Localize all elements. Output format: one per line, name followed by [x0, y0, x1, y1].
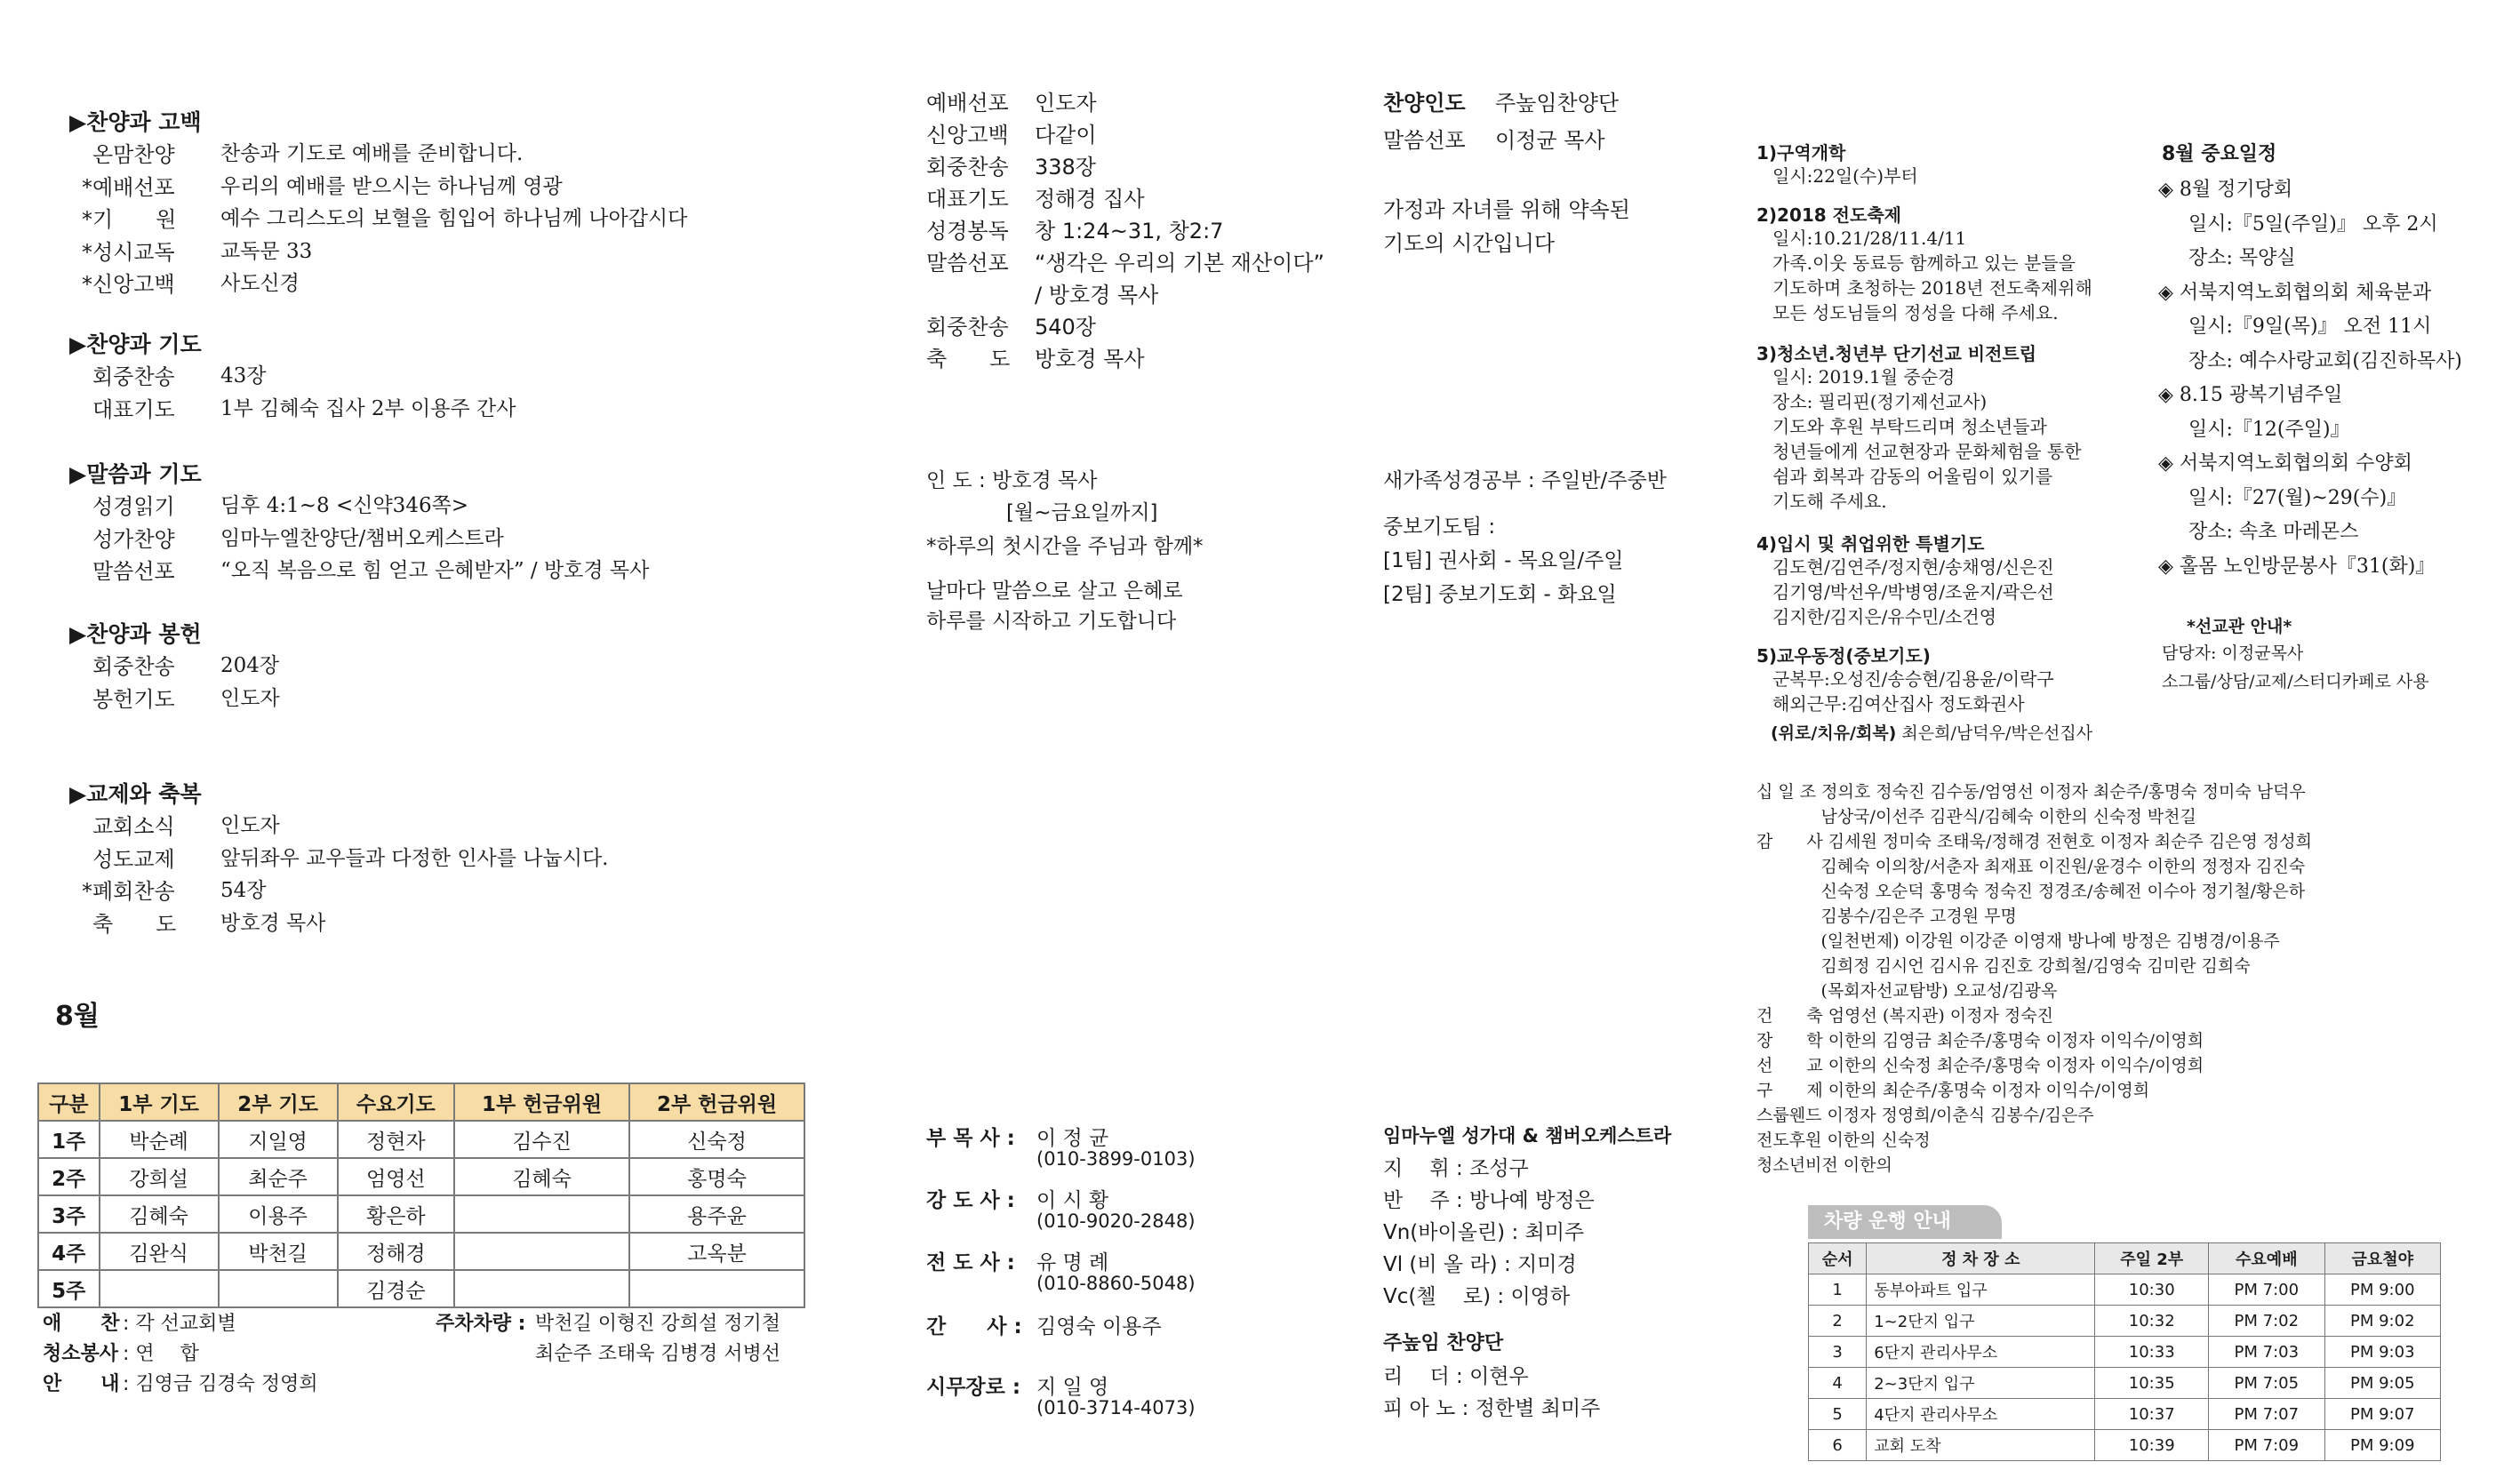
car-cell: 10:35	[2095, 1368, 2209, 1399]
parking-line-1: 박천길 이형진 강희설 정기철	[535, 1313, 781, 1335]
order-value: 인도자	[220, 686, 280, 710]
dawn-days: [월~금요일까지]	[1006, 501, 1158, 524]
staff-phone: (010-8860-5048)	[1036, 1273, 1196, 1294]
car-header: 주일 2부	[2095, 1243, 2209, 1274]
table-cell: 김완식	[100, 1233, 219, 1270]
table-cell	[454, 1195, 629, 1233]
car-cell: 10:39	[2095, 1430, 2209, 1461]
staff-name: 이 시 황	[1036, 1189, 1109, 1212]
car-schedule-tag: 차량 운행 안내	[1808, 1205, 2002, 1239]
order-key: 회중찬송	[92, 654, 175, 679]
news-line: 김도현/김연주/정지현/송채영/신은진	[1772, 556, 2054, 578]
table-cell: 3주	[38, 1195, 100, 1233]
schedule-line: 일시:『9일(목)』 오전 11시	[2188, 316, 2432, 338]
offering-line: 선 교 이한의 신숙정 최순주/홍명숙 이정자 이익수/이영희	[1756, 1056, 2204, 1075]
table-cell: 용주윤	[629, 1195, 804, 1233]
order-value: 사도신경	[220, 272, 300, 295]
table-cell: 강희설	[100, 1158, 219, 1195]
choir-line: Vn(바이올린) : 최미주	[1383, 1221, 1585, 1244]
table-header: 2부 헌금위원	[629, 1083, 804, 1121]
order-key: *예배선포	[82, 174, 175, 200]
staff-phone: (010-3714-4073)	[1036, 1397, 1196, 1418]
order-value: 인도자	[220, 814, 280, 837]
news-line: 일시: 2019.1월 중순경	[1772, 366, 1956, 387]
order-key: 회중찬송	[92, 364, 175, 389]
car-cell: 6	[1809, 1430, 1867, 1461]
mission-house-title: *선교관 안내*	[2187, 617, 2292, 636]
schedule-line: ◈ 서북지역노회협의회 체육분과	[2158, 281, 2432, 304]
car-cell: 동부아파트 입구	[1867, 1274, 2095, 1306]
car-cell: PM 9:05	[2324, 1368, 2440, 1399]
parking-label: 주차차량 :	[436, 1313, 526, 1335]
car-header: 수요예배	[2209, 1243, 2324, 1274]
table-cell: 박순례	[100, 1121, 219, 1158]
offering-line: 건 축 엄영선 (복지관) 이정자 정숙진	[1756, 1006, 2053, 1026]
table-header: 1부 기도	[100, 1083, 219, 1121]
order-key: 성경읽기	[92, 494, 175, 519]
family-line-1: 가정과 자녀를 위해 약속된	[1383, 197, 1630, 222]
comfort-heading: (위로/치유/회복)	[1771, 723, 1897, 743]
staff-role: 간 사 :	[926, 1315, 1022, 1338]
bible-study: 새가족성경공부 : 주일반/주중반	[1383, 469, 1667, 492]
table-header: 2부 기도	[219, 1083, 338, 1121]
worship-value: “생각은 우리의 기본 재산이다”	[1035, 251, 1324, 276]
offering-line: 신숙정 오순덕 홍명숙 정숙진 정경조/송혜전 이수아 정기철/황은하	[1756, 882, 2306, 901]
table-cell: 황은하	[338, 1195, 454, 1233]
car-cell: 1	[1809, 1274, 1867, 1306]
news-heading: 1)구역개학	[1756, 142, 1846, 164]
news-heading: 3)청소년.청년부 단기선교 비전트립	[1756, 343, 2037, 364]
car-cell: 6단지 관리사무소	[1867, 1337, 2095, 1368]
table-cell: 김혜숙	[454, 1158, 629, 1195]
car-cell: PM 9:00	[2324, 1274, 2440, 1306]
offering-line: (일천번제) 이강원 이강준 이영재 방나예 방정은 김병경/이용주	[1756, 931, 2280, 951]
table-cell: 박천길	[219, 1233, 338, 1270]
worship-value: 정해경 집사	[1035, 187, 1145, 212]
news-line: 장소: 필리핀(정기제선교사)	[1772, 391, 1988, 412]
table-header: 구분	[38, 1083, 100, 1121]
car-cell: 교회 도착	[1867, 1430, 2095, 1461]
news-line: 가족.이웃 동료등 함께하고 있는 분들을	[1772, 252, 2076, 274]
order-key: 말씀선포	[92, 559, 175, 584]
order-key: *기 원	[82, 207, 177, 232]
parking-line-2: 최순주 조태욱 김병경 서병선	[535, 1343, 781, 1365]
car-cell: PM 9:02	[2324, 1306, 2440, 1337]
order-value: 1부 김혜숙 집사 2부 이용주 간사	[220, 396, 516, 420]
schedule-line: 일시:『5일(주일)』 오후 2시	[2188, 212, 2438, 236]
comfort-line	[1771, 720, 2092, 744]
intercession-team-2: [2팀] 중보기도회 - 화요일	[1383, 583, 1617, 606]
car-cell: 10:37	[2095, 1399, 2209, 1430]
order-key: 온맘찬양	[92, 142, 175, 167]
table-cell: 5주	[38, 1270, 100, 1307]
order-value: 방호경 목사	[220, 911, 326, 935]
schedule-line: ◈ 홀몸 노인방문봉사『31(화)』	[2158, 555, 2436, 578]
worship-key: 회중찬송	[926, 155, 1009, 180]
word-value: 이정균 목사	[1495, 128, 1605, 153]
car-row	[1809, 1274, 2441, 1306]
car-cell: PM 7:00	[2209, 1274, 2324, 1306]
order-value: 찬송과 기도로 예배를 준비합니다.	[220, 142, 524, 165]
news-line: 기도해 주세요.	[1772, 491, 1887, 512]
table-cell: 고옥분	[629, 1233, 804, 1270]
car-cell: 4	[1809, 1368, 1867, 1399]
staff-name: 지 일 영	[1036, 1376, 1109, 1399]
car-cell: 5	[1809, 1399, 1867, 1430]
offering-line: 남상국/이선주 김관식/김혜숙 이한의 신숙정 박천길	[1756, 807, 2196, 827]
news-line: 해외근무:김여산집사 정도화권사	[1772, 693, 2025, 715]
car-cell: 2	[1809, 1306, 1867, 1337]
car-cell: PM 9:09	[2324, 1430, 2440, 1461]
staff-name: 김영숙 이용주	[1036, 1315, 1162, 1338]
order-value: “오직 복음으로 힘 얻고 은혜받자” / 방호경 목사	[220, 559, 650, 582]
intercession-title: 중보기도팀 :	[1383, 515, 1496, 539]
praise-team-title: 주높임 찬양단	[1383, 1332, 1504, 1354]
choir-line: 반 주 : 방나예 방정은	[1383, 1189, 1595, 1212]
car-header: 정 차 장 소	[1867, 1243, 2095, 1274]
table-cell	[629, 1270, 804, 1307]
staff-name: 이 정 균	[1036, 1127, 1109, 1150]
news-line: 일시:10.21/28/11.4/11	[1772, 228, 1967, 249]
order-key: *신앙고백	[82, 272, 175, 297]
car-cell: PM 7:03	[2209, 1337, 2324, 1368]
order-value: 교독문 33	[220, 239, 313, 263]
table-cell: 최순주	[219, 1158, 338, 1195]
worship-key: 회중찬송	[926, 315, 1009, 340]
news-line: 군복무:오성진/송승현/김용윤/이락구	[1772, 668, 2054, 690]
duty-value: : 각 선교회별	[123, 1313, 236, 1335]
car-row	[1809, 1306, 2441, 1337]
table-cell: 정현자	[338, 1121, 454, 1158]
car-cell: 3	[1809, 1337, 1867, 1368]
offering-line: 청소년비전 이한의	[1756, 1155, 1892, 1175]
worship-key: 예배선포	[926, 91, 1009, 116]
table-cell: 김혜숙	[100, 1195, 219, 1233]
order-value: 앞뒤좌우 교우들과 다정한 인사를 나눕시다.	[220, 846, 609, 870]
mission-house-usage: 소그룹/상담/교제/스터디카페로 사용	[2162, 672, 2429, 691]
table-cell: 홍명숙	[629, 1158, 804, 1195]
offering-line: 김희정 김시언 김시유 김진호 강희철/김영숙 김미란 김희숙	[1756, 956, 2251, 976]
news-heading: 4)입시 및 취업위한 특별기도	[1756, 533, 1985, 555]
car-cell: 2~3단지 입구	[1867, 1368, 2095, 1399]
staff-phone: (010-9020-2848)	[1036, 1210, 1196, 1232]
dawn-line-1: *하루의 첫시간을 주님과 함께*	[926, 535, 1204, 558]
schedule-line: ◈ 서북지역노회협의회 수양회	[2158, 452, 2412, 475]
table-cell: 1주	[38, 1121, 100, 1158]
section-title: ▶찬양과 기도	[69, 332, 202, 357]
worship-key: 말씀선포	[926, 251, 1009, 276]
section-title: ▶교제와 축복	[69, 781, 202, 807]
table-cell: 정해경	[338, 1233, 454, 1270]
news-line: 김기영/박선우/박병영/조윤지/곽은선	[1772, 581, 2054, 603]
order-key: 봉헌기도	[92, 686, 175, 712]
table-cell: 김경순	[338, 1270, 454, 1307]
order-value: 딤후 4:1~8 <신약346쪽>	[220, 494, 469, 517]
car-row	[1809, 1337, 2441, 1368]
august-schedule-title: 8월 중요일정	[2162, 143, 2277, 165]
offering-line: 전도후원 이한의 신숙정	[1756, 1130, 1931, 1150]
schedule-line: 일시:『12(주일)』	[2188, 418, 2350, 441]
word-key: 말씀선포	[1383, 128, 1466, 153]
comfort-names: 최은희/남덕우/박은선집사	[1896, 723, 2093, 743]
news-line: 일시:22일(수)부터	[1772, 165, 1918, 187]
car-cell: PM 7:02	[2209, 1306, 2324, 1337]
duty-value: : 김영금 김경숙 정영희	[123, 1373, 318, 1395]
car-cell: 10:30	[2095, 1274, 2209, 1306]
order-key: 성가찬양	[92, 526, 175, 552]
car-cell: 10:32	[2095, 1306, 2209, 1337]
news-heading: 2)2018 전도축제	[1756, 204, 1901, 226]
dawn-leader: 인 도 : 방호경 목사	[926, 469, 1098, 492]
news-line: 기도하며 초청하는 2018년 전도축제위해	[1772, 277, 2092, 299]
car-row	[1809, 1430, 2441, 1461]
worship-key: 성경봉독	[926, 219, 1009, 244]
staff-phone: (010-3899-0103)	[1036, 1148, 1196, 1170]
car-row	[1809, 1368, 2441, 1399]
order-value: 204장	[220, 654, 280, 677]
dawn-line-2: 날마다 말씀으로 살고 은혜로	[926, 579, 1183, 603]
offering-line: 스룹웬드 이정자 정영희/이춘식 김봉수/김은주	[1756, 1106, 2094, 1125]
praise-lead-key: 찬양인도	[1383, 91, 1466, 116]
section-title: ▶찬양과 고백	[69, 109, 202, 135]
order-key: *폐회찬송	[82, 879, 175, 904]
offering-line: 구 제 이한의 최순주/홍명숙 이정자 이익수/이영희	[1756, 1081, 2150, 1100]
mission-house-manager: 담당자: 이정균목사	[2162, 643, 2304, 663]
news-heading: 5)교우동정(중보기도)	[1756, 645, 1931, 667]
table-cell: 김수진	[454, 1121, 629, 1158]
news-line: 쉼과 회복과 감동의 어울림이 있기를	[1772, 466, 2053, 487]
order-value: 43장	[220, 364, 267, 387]
worship-value: 338장	[1035, 155, 1096, 180]
order-key: 축 도	[92, 911, 177, 937]
worship-key: 축 도	[926, 347, 1011, 371]
table-row	[38, 1270, 804, 1307]
car-cell: 1~2단지 입구	[1867, 1306, 2095, 1337]
table-cell: 엄영선	[338, 1158, 454, 1195]
car-cell: 4단지 관리사무소	[1867, 1399, 2095, 1430]
worship-value: / 방호경 목사	[1035, 283, 1159, 308]
car-cell: PM 9:03	[2324, 1337, 2440, 1368]
dawn-line-3: 하루를 시작하고 기도합니다	[926, 610, 1177, 633]
table-cell: 신숙정	[629, 1121, 804, 1158]
family-line-2: 기도의 시간입니다	[1383, 231, 1556, 256]
offering-line: 감 사 김세원 정미숙 조태욱/정해경 전현호 이정자 최순주 김은영 정성희	[1756, 832, 2312, 851]
order-value: 우리의 예배를 받으시는 하나님께 영광	[220, 174, 563, 198]
table-cell: 4주	[38, 1233, 100, 1270]
duty-table	[37, 1083, 805, 1308]
worship-value: 인도자	[1035, 91, 1097, 116]
car-cell: PM 9:07	[2324, 1399, 2440, 1430]
table-row	[38, 1158, 804, 1195]
worship-value: 540장	[1035, 315, 1096, 340]
duty-key: 애 찬	[43, 1313, 120, 1335]
section-title: ▶찬양과 봉헌	[69, 621, 202, 647]
offering-line: (목회자선교탐방) 오교성/김광옥	[1756, 981, 2058, 1001]
order-key: *성시교독	[82, 239, 175, 265]
duty-key: 청소봉사	[43, 1343, 119, 1365]
order-value: 예수 그리스도의 보혈을 힘입어 하나님께 나아갑시다	[220, 207, 688, 230]
news-line: 청년들에게 선교현장과 문화체험을 통한	[1772, 441, 2082, 462]
staff-name: 유 명 례	[1036, 1251, 1109, 1274]
staff-role: 강 도 사 :	[926, 1189, 1015, 1212]
car-cell: PM 7:07	[2209, 1399, 2324, 1430]
table-cell: 지일영	[219, 1121, 338, 1158]
praise-line: 피 아 노 : 정한별 최미주	[1383, 1397, 1601, 1420]
intercession-team-1: [1팀] 권사회 - 목요일/주일	[1383, 549, 1624, 572]
table-cell: 2주	[38, 1158, 100, 1195]
worship-value: 다같이	[1035, 123, 1097, 148]
duty-value: : 연 합	[123, 1343, 199, 1365]
offering-line: 김봉수/김은주 고경원 무명	[1756, 907, 2017, 926]
choir-line: 지 휘 : 조성구	[1383, 1157, 1529, 1180]
schedule-line: ◈ 8월 정기당회	[2158, 179, 2293, 201]
choir-line: Vl (비 올 라) : 지미경	[1383, 1253, 1577, 1276]
schedule-line: 일시:『27(월)~29(수)』	[2188, 486, 2407, 509]
schedule-line: 장소: 목양실	[2188, 247, 2296, 269]
news-line: 기도와 후원 부탁드리며 청소년들과	[1772, 416, 2047, 437]
offering-line: 김혜숙 이의창/서춘자 최재표 이진원/윤경수 이한의 정정자 김진숙	[1756, 857, 2306, 876]
table-row	[38, 1195, 804, 1233]
schedule-line: 장소: 예수사랑교회(김진하목사)	[2188, 349, 2462, 372]
order-key: 교회소식	[92, 814, 175, 839]
table-cell	[219, 1270, 338, 1307]
table-header: 수요기도	[338, 1083, 454, 1121]
order-key: 대표기도	[92, 396, 175, 422]
worship-value: 방호경 목사	[1035, 347, 1145, 371]
offering-line: 장 학 이한의 김영금 최순주/홍명숙 이정자 이익수/이영희	[1756, 1031, 2204, 1051]
praise-lead-value: 주높임찬양단	[1495, 91, 1620, 116]
car-header: 금요철야	[2324, 1243, 2440, 1274]
table-row	[38, 1121, 804, 1158]
car-cell: PM 7:09	[2209, 1430, 2324, 1461]
staff-role: 전 도 사 :	[926, 1251, 1015, 1274]
month-title: 8월	[55, 1001, 100, 1032]
car-cell: PM 7:05	[2209, 1368, 2324, 1399]
staff-role: 시무장로 :	[926, 1376, 1021, 1399]
table-header: 1부 헌금위원	[454, 1083, 629, 1121]
car-schedule-table	[1808, 1242, 2441, 1461]
car-header: 순서	[1809, 1243, 1867, 1274]
praise-line: 리 더 : 이현우	[1383, 1365, 1529, 1388]
choir-line: Vc(첼 로) : 이영하	[1383, 1285, 1571, 1308]
order-value: 임마누엘찬양단/챔버오케스트라	[220, 526, 504, 550]
staff-role: 부 목 사 :	[926, 1127, 1015, 1150]
table-row	[38, 1233, 804, 1270]
section-title: ▶말씀과 기도	[69, 461, 202, 487]
schedule-line: ◈ 8.15 광복기념주일	[2158, 384, 2343, 406]
table-cell	[100, 1270, 219, 1307]
table-cell: 이용주	[219, 1195, 338, 1233]
table-cell	[454, 1233, 629, 1270]
table-cell	[454, 1270, 629, 1307]
news-line: 모든 성도님들의 정성을 다해 주세요.	[1772, 302, 2059, 324]
order-value: 54장	[220, 879, 267, 902]
schedule-line: 장소: 속초 마레몬스	[2188, 521, 2359, 543]
order-key: 성도교제	[92, 846, 175, 872]
choir-title: 임마누엘 성가대 & 챔버오케스트라	[1383, 1125, 1672, 1146]
car-row	[1809, 1399, 2441, 1430]
offering-line: 십 일 조 정의호 정숙진 김수동/엄영선 이정자 최순주/홍명숙 정미숙 남덕우	[1756, 782, 2306, 802]
duty-key: 안 내	[43, 1373, 120, 1395]
worship-value: 창 1:24~31, 창2:7	[1035, 219, 1224, 244]
worship-key: 대표기도	[926, 187, 1009, 212]
worship-key: 신앙고백	[926, 123, 1009, 148]
car-cell: 10:33	[2095, 1337, 2209, 1368]
news-line: 김지한/김지은/유수민/소건영	[1772, 606, 1997, 627]
